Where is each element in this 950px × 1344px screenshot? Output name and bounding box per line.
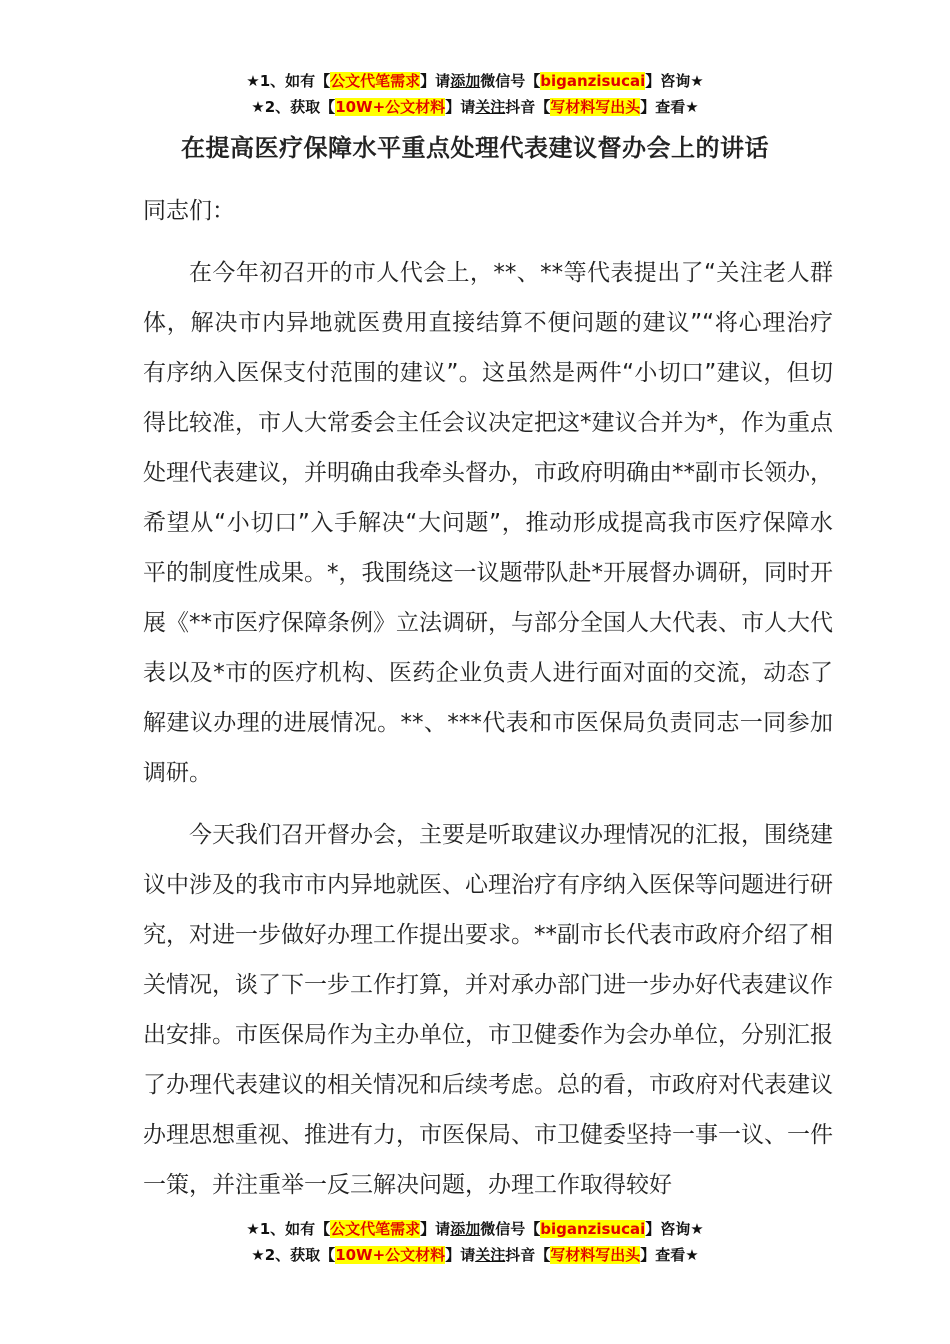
highlight-materials: 10W+公文材料 — [335, 1246, 446, 1264]
greeting: 同志们： — [143, 198, 235, 224]
underline-add: 添加 — [450, 72, 481, 90]
highlight-wechat-id: biganzisucai — [540, 72, 646, 90]
highlight-service: 公文代笔需求 — [330, 72, 421, 90]
document-body — [143, 186, 833, 1222]
paragraph-1: 在今年初召开的市人代会上，**、**等代表提出了“关注老人群体，解决市内异地就医费用直接结算不便问题的建议”“将心理治疗有序纳入医保支付范围的建议”。这虽然是两件“小切口”建议，但切得比较准，市人大常委会主任会议决定把这*建议合并为*，作为重点处理代表建议，并明确由我牵头督办，市政府明确由**副市长领办，希望从“小切口”入手解决“大问题”，推动形成提高我市医疗保障水平的制度性成果。*，我围绕这一议题带队赴*开展督办调研，同时开展《**市医疗保障条例》立法调研，与部分全国人大代表、市人大代表以及*市的医疗机构、医药企业负责人进行面对面的交流，动态了解建议办理的进展情况。**、***代表和市医保局负责同志一同参加调研。 — [143, 260, 833, 786]
underline-add: 添加 — [450, 1220, 481, 1238]
top-promo-banner — [0, 68, 950, 120]
highlight-service: 公文代笔需求 — [330, 1220, 421, 1238]
highlight-wechat-id: biganzisucai — [540, 1220, 646, 1238]
document-title: 在提高医疗保障水平重点处理代表建议督办会上的讲话 — [181, 134, 769, 162]
promo-line-1: ★1、如有【公文代笔需求】请添加微信号【biganzisucai】咨询★ — [246, 72, 704, 90]
highlight-materials: 10W+公文材料 — [335, 98, 446, 116]
promo-line-2: ★2、获取【10W+公文材料】请关注抖音【写材料写出头】查看★ — [251, 98, 699, 116]
highlight-douyin: 写材料写出头 — [550, 1246, 641, 1264]
highlight-douyin: 写材料写出头 — [550, 98, 641, 116]
underline-follow: 关注 — [475, 1246, 506, 1264]
underline-follow: 关注 — [475, 98, 506, 116]
paragraph-2: 今天我们召开督办会，主要是听取建议办理情况的汇报，围绕建议中涉及的我市市内异地就医、心理治疗有序纳入医保等问题进行研究，对进一步做好办理工作提出要求。**副市长代表市政府介绍了相关情况，谈了下一步工作打算，并对承办部门进一步办好代表建议作出安排。市医保局作为主办单位，市卫健委作为会办单位，分别汇报了办理代表建议的相关情况和后续考虑。总的看，市政府对代表建议办理思想重视、推进有力，市医保局、市卫健委坚持一事一议、一件一策，并注重举一反三解决问题，办理工作取得较好 — [143, 822, 833, 1198]
promo-line-1: ★1、如有【公文代笔需求】请添加微信号【biganzisucai】咨询★ — [246, 1220, 704, 1238]
bottom-promo-banner — [0, 1216, 950, 1268]
promo-line-2: ★2、获取【10W+公文材料】请关注抖音【写材料写出头】查看★ — [251, 1246, 699, 1264]
